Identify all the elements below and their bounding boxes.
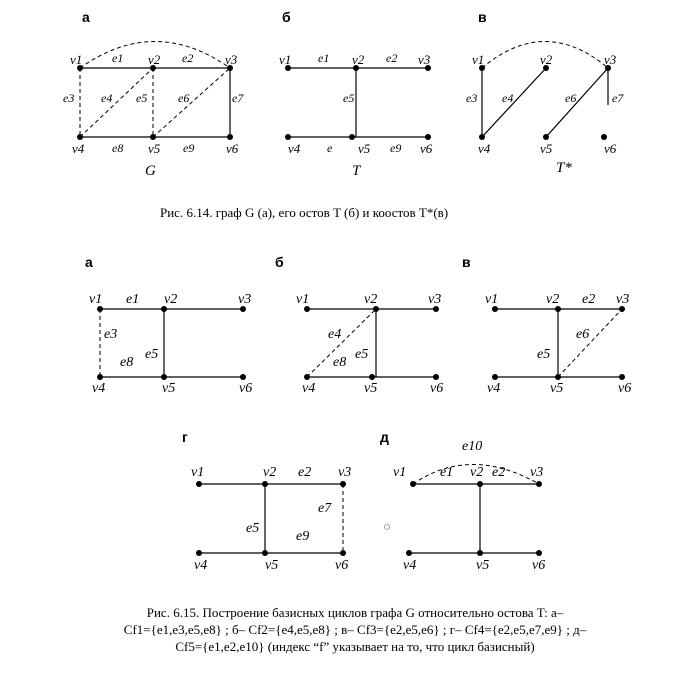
label-v5: v5 <box>476 558 490 573</box>
label-e5: e5 <box>136 91 148 105</box>
label-v5: v5 <box>265 558 279 573</box>
vertex-v2 <box>477 481 483 487</box>
graph-name-Tstar: T* <box>556 160 572 176</box>
label-e1: e1 <box>126 292 140 307</box>
vertex-v5 <box>161 374 167 380</box>
label-e9: e9 <box>296 529 310 544</box>
label-e1: e1 <box>440 465 454 480</box>
label-v2: v2 <box>164 292 178 307</box>
fig615-panel-a-label: а <box>85 254 93 270</box>
label-v1: v1 <box>279 52 292 67</box>
vertex-v5 <box>543 134 549 140</box>
label-v4: v4 <box>487 381 501 396</box>
label-v2: v2 <box>263 465 277 480</box>
label-v5: v5 <box>148 141 161 156</box>
label-e2: e2 <box>182 51 194 65</box>
label-v2: v2 <box>540 52 553 67</box>
label-e8: e8 <box>112 141 124 155</box>
vertex-v4 <box>97 374 103 380</box>
caption-fig615-line1: Рис. 6.15. Построение базисных циклов графа G относительно остова T: а– <box>146 605 564 620</box>
label-v3: v3 <box>238 292 252 307</box>
edge-e6 <box>558 309 622 377</box>
label-v3: v3 <box>530 465 544 480</box>
vertex-v4 <box>406 550 412 556</box>
fig614-panel-a-label: а <box>82 9 90 25</box>
vertex-v5 <box>349 134 355 140</box>
label-v4: v4 <box>302 381 316 396</box>
vertex-v4 <box>196 550 202 556</box>
label-e10: e10 <box>462 439 483 454</box>
label-v3: v3 <box>604 52 617 67</box>
fig615-panel-d-label: д <box>380 429 389 445</box>
vertex-v1 <box>196 481 202 487</box>
fig614-panel-b-label: б <box>282 9 291 25</box>
caption-fig615 <box>110 604 600 655</box>
label-v1: v1 <box>89 292 103 307</box>
graph-G <box>63 42 244 180</box>
label-e7: e7 <box>612 91 624 105</box>
label-v3: v3 <box>225 52 238 67</box>
label-e2: e2 <box>386 51 398 65</box>
label-v3: v3 <box>338 465 352 480</box>
cycle-Cf5 <box>393 439 545 573</box>
label-v1: v1 <box>191 465 205 480</box>
vertex-v6 <box>536 550 542 556</box>
label-v2: v2 <box>546 292 560 307</box>
caption-fig615-line2: Cf1={e1,e3,e5,e8} ; б– Cf2={e4,e5,e8} ; в– Cf3={e2,e5,e6} ; г– Cf4={e2,e5,e7,e9} ; д– <box>123 622 587 637</box>
vertex-v5 <box>262 550 268 556</box>
label-e1: e1 <box>318 51 330 65</box>
fig615-panel-b-label: б <box>275 254 284 270</box>
label-e3: e3 <box>466 91 478 105</box>
label-e5: e5 <box>355 347 369 362</box>
label-v5: v5 <box>162 381 176 396</box>
label-e5: e5 <box>537 347 551 362</box>
vertex-v4 <box>285 134 291 140</box>
label-v2: v2 <box>364 292 378 307</box>
fig614-panel-v-label: в <box>478 9 487 25</box>
label-v3: v3 <box>616 292 630 307</box>
vertex-v4 <box>492 374 498 380</box>
label-e6: e6 <box>576 327 590 342</box>
label-v1: v1 <box>472 52 485 67</box>
label-e2: e2 <box>298 465 312 480</box>
graph-T <box>279 51 433 179</box>
vertex-v6 <box>227 134 233 140</box>
graph-name-G: G <box>145 163 156 179</box>
edge-e4 <box>482 68 546 137</box>
vertex-v6 <box>601 134 607 140</box>
vertex-v5 <box>555 374 561 380</box>
label-v5: v5 <box>364 381 378 396</box>
label-v1: v1 <box>485 292 499 307</box>
vertex-v5 <box>477 550 483 556</box>
label-e9: e9 <box>183 141 195 155</box>
label-v5: v5 <box>550 381 564 396</box>
cycle-Cf1 <box>89 292 252 396</box>
fig615-panel-g-label: г <box>182 429 188 445</box>
label-e4: e4 <box>502 91 514 105</box>
label-v1: v1 <box>296 292 310 307</box>
label-v2: v2 <box>470 465 484 480</box>
vertex-v1 <box>410 481 416 487</box>
label-v4: v4 <box>478 141 491 156</box>
vertex-v5 <box>369 374 375 380</box>
label-e7: e7 <box>232 91 244 105</box>
edge-e6 <box>546 68 608 137</box>
cycle-Cf3 <box>485 292 631 396</box>
vertex-v3 <box>536 481 542 487</box>
label-v1: v1 <box>393 465 407 480</box>
scan-artifact-icon <box>385 525 390 530</box>
vertex-v4 <box>479 134 485 140</box>
label-v4: v4 <box>194 558 208 573</box>
label-e3: e3 <box>63 91 75 105</box>
label-v6: v6 <box>430 381 444 396</box>
graph-Tstar <box>466 42 624 177</box>
vertex-v4 <box>77 134 83 140</box>
label-e8: e8 <box>333 355 347 370</box>
label-e: e <box>327 141 333 155</box>
edge-e6 <box>153 68 230 137</box>
label-v3: v3 <box>428 292 442 307</box>
label-e5: e5 <box>246 521 260 536</box>
label-e9: e9 <box>390 141 402 155</box>
label-v5: v5 <box>358 141 371 156</box>
label-v6: v6 <box>226 141 239 156</box>
label-e5: e5 <box>145 347 159 362</box>
vertex-v6 <box>433 374 439 380</box>
label-e2: e2 <box>492 465 506 480</box>
label-e8: e8 <box>120 355 134 370</box>
caption-fig614: Рис. 6.14. граф G (а), его остов T (б) и коостов T*(в) <box>160 205 449 220</box>
label-v4: v4 <box>288 141 301 156</box>
vertex-v5 <box>150 134 156 140</box>
vertex-v6 <box>619 374 625 380</box>
label-e6: e6 <box>565 91 577 105</box>
label-v4: v4 <box>403 558 417 573</box>
label-v6: v6 <box>618 381 632 396</box>
label-e5: e5 <box>343 91 355 105</box>
vertex-v4 <box>304 374 310 380</box>
label-v4: v4 <box>92 381 106 396</box>
vertex-v6 <box>340 550 346 556</box>
label-e1: e1 <box>112 51 124 65</box>
label-v5: v5 <box>540 141 553 156</box>
label-e6: e6 <box>178 91 190 105</box>
label-e2: e2 <box>582 292 596 307</box>
label-v6: v6 <box>239 381 253 396</box>
label-e7: e7 <box>318 501 332 516</box>
label-e4: e4 <box>328 327 342 342</box>
fig615-panel-v-label: в <box>462 254 471 270</box>
caption-fig615-line3: Cf5={e1,e2,e10} (индекс “f” указывает на то, что цикл базисный) <box>175 639 535 654</box>
label-v1: v1 <box>70 52 83 67</box>
vertex-v3 <box>340 481 346 487</box>
label-v2: v2 <box>352 52 365 67</box>
vertex-v6 <box>240 374 246 380</box>
label-v2: v2 <box>148 52 161 67</box>
label-v6: v6 <box>420 141 433 156</box>
cycle-Cf4 <box>191 465 351 573</box>
label-v6: v6 <box>335 558 349 573</box>
label-e4: e4 <box>101 91 113 105</box>
label-v6: v6 <box>604 141 617 156</box>
vertex-v6 <box>425 134 431 140</box>
label-e3: e3 <box>104 327 118 342</box>
graph-name-T: T <box>352 163 361 179</box>
label-v3: v3 <box>418 52 431 67</box>
label-v4: v4 <box>72 141 85 156</box>
cycle-Cf2 <box>296 292 443 396</box>
vertex-v2 <box>262 481 268 487</box>
label-v6: v6 <box>532 558 546 573</box>
